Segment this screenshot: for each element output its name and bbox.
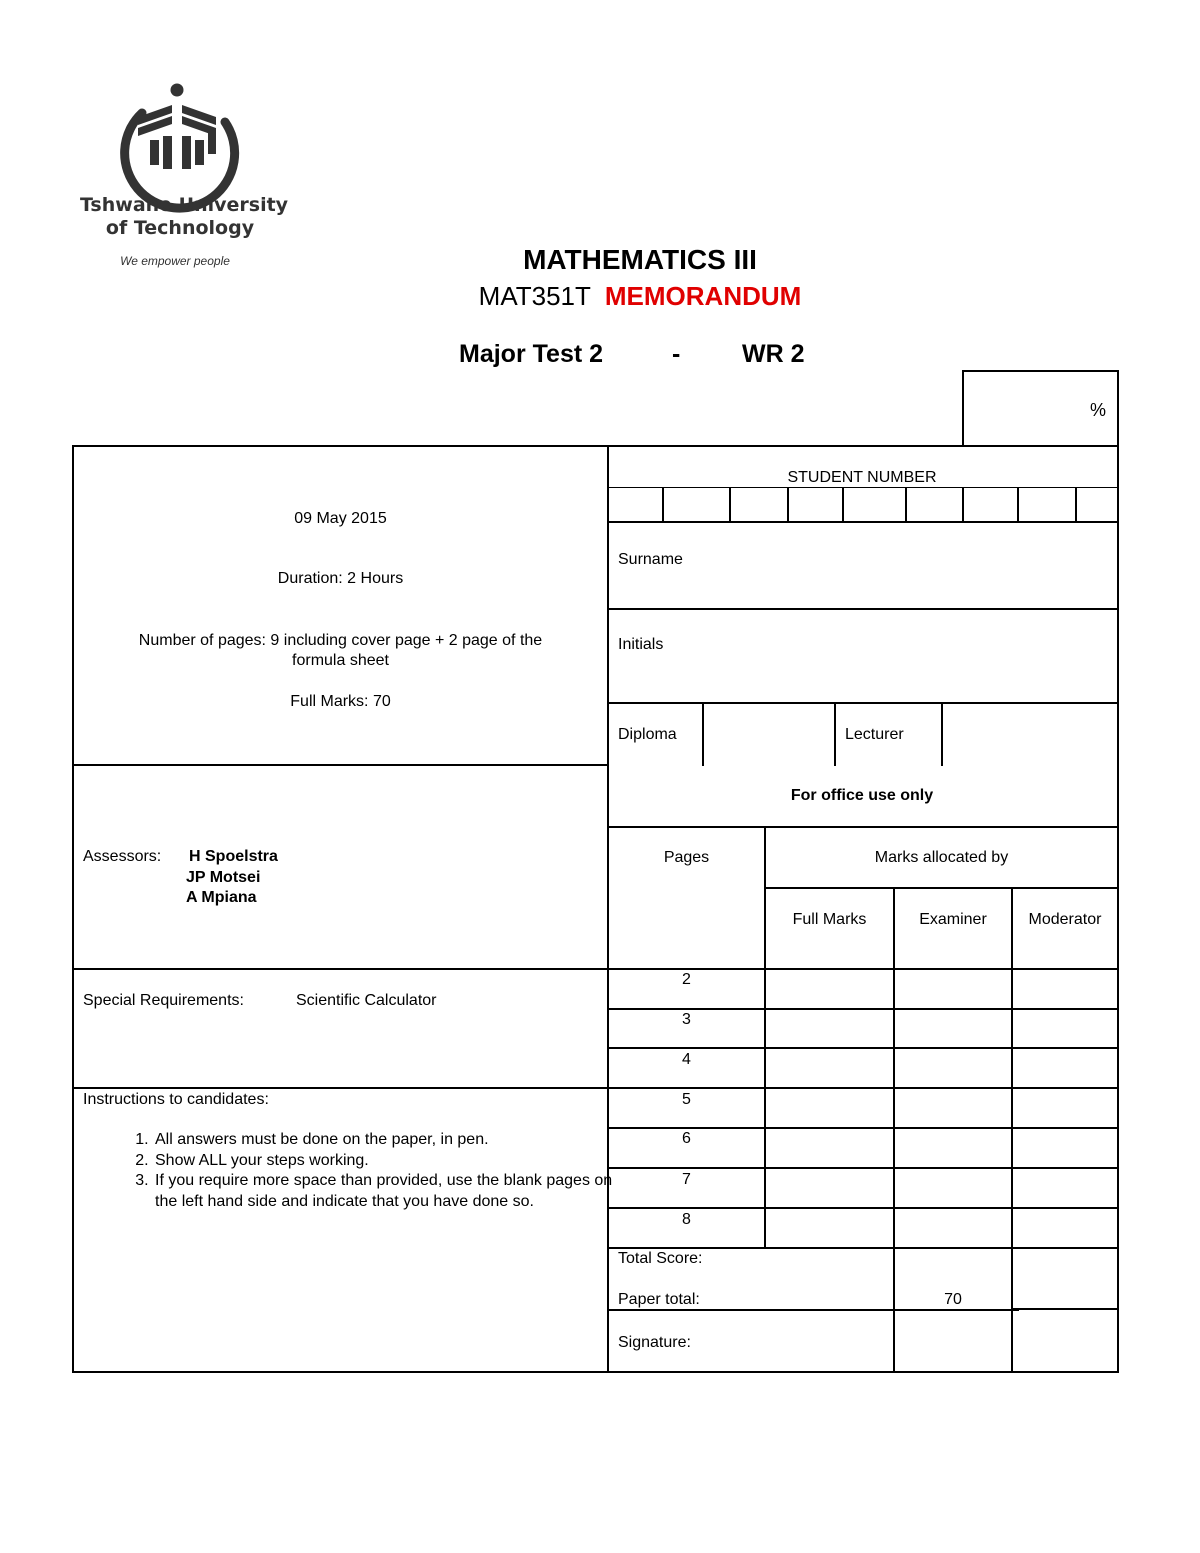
paper-total-value: 70 bbox=[944, 1291, 962, 1308]
initials-label: Initials bbox=[618, 636, 664, 653]
assessor-name: H Spoelstra bbox=[189, 848, 278, 865]
page-number: 2 bbox=[682, 971, 691, 988]
instruction-item: 2. Show ALL your steps working. bbox=[153, 1151, 633, 1172]
exam-pages-line1: Number of pages: 9 including cover page + 2 page of the bbox=[138, 632, 543, 649]
diploma-field[interactable] bbox=[705, 705, 833, 763]
student-number-label: STUDENT NUMBER bbox=[787, 469, 937, 486]
special-requirements-value: Scientific Calculator bbox=[296, 992, 437, 1009]
page-number: 3 bbox=[682, 1011, 691, 1028]
page-number: 7 bbox=[682, 1171, 691, 1188]
student-number-box-9[interactable] bbox=[1077, 489, 1117, 521]
test-wr: WR 2 bbox=[742, 340, 805, 368]
page-number: 6 bbox=[682, 1130, 691, 1147]
student-number-box-2[interactable] bbox=[664, 489, 729, 521]
student-number-box-6[interactable] bbox=[907, 489, 962, 521]
student-number-box-8[interactable] bbox=[1019, 489, 1075, 521]
pages-header: Pages bbox=[663, 849, 710, 866]
diploma-label: Diploma bbox=[618, 726, 677, 743]
instructions-list bbox=[116, 1130, 633, 1212]
page-number: 4 bbox=[682, 1051, 691, 1068]
page-number: 8 bbox=[682, 1211, 691, 1228]
test-dash: - bbox=[672, 340, 681, 368]
moderator-column: Moderator bbox=[1028, 911, 1102, 928]
lecturer-field[interactable] bbox=[944, 705, 1116, 763]
student-number-box-1[interactable] bbox=[609, 489, 662, 521]
subject-code-line bbox=[0, 281, 1200, 312]
marks-allocated-header: Marks allocated by bbox=[874, 849, 1009, 866]
student-number-box-4[interactable] bbox=[789, 489, 842, 521]
assessor-name: JP Motsei bbox=[186, 869, 261, 886]
surname-label: Surname bbox=[618, 551, 683, 568]
percent-symbol: % bbox=[1090, 400, 1107, 420]
logo-head bbox=[171, 84, 184, 97]
instructions-title: Instructions to candidates: bbox=[83, 1091, 269, 1108]
surname-field[interactable] bbox=[700, 525, 1115, 605]
lecturer-label: Lecturer bbox=[845, 726, 904, 743]
student-number-box-3[interactable] bbox=[731, 489, 787, 521]
initials-field[interactable] bbox=[700, 612, 1115, 700]
subject-code: MAT351T bbox=[478, 281, 591, 311]
exam-duration: Duration: 2 Hours bbox=[277, 570, 404, 587]
student-number-box-5[interactable] bbox=[844, 489, 905, 521]
exam-pages-line2: formula sheet bbox=[292, 652, 389, 669]
paper-total-label: Paper total: bbox=[618, 1291, 700, 1308]
special-requirements-label: Special Requirements: bbox=[83, 992, 244, 1009]
office-use-title: For office use only bbox=[790, 787, 934, 804]
university-name-line1: Tshwane University bbox=[80, 194, 289, 216]
signature-label: Signature: bbox=[618, 1334, 691, 1351]
university-tagline: We empower people bbox=[120, 254, 230, 268]
test-name: Major Test 2 bbox=[459, 340, 604, 368]
page-number: 5 bbox=[682, 1091, 691, 1108]
subject-title: MATHEMATICS III bbox=[523, 244, 757, 275]
examiner-column: Examiner bbox=[919, 911, 987, 928]
university-name-line2: of Technology bbox=[105, 217, 255, 239]
student-number-box-7[interactable] bbox=[964, 489, 1017, 521]
instruction-item: 1. All answers must be done on the paper, in pen. bbox=[153, 1130, 633, 1151]
instruction-item: 3. If you require more space than provided, use the blank pages on the left hand side and indicate that you have done so. bbox=[153, 1171, 633, 1212]
assessor-name: A Mpiana bbox=[186, 889, 257, 906]
assessors-label: Assessors: bbox=[83, 848, 162, 865]
exam-date: 09 May 2015 bbox=[294, 510, 387, 527]
full-marks-column: Full Marks bbox=[792, 911, 867, 928]
total-score-label: Total Score: bbox=[618, 1250, 703, 1267]
memorandum-label: MEMORANDUM bbox=[604, 281, 802, 311]
university-name bbox=[80, 194, 289, 240]
exam-full-marks: Full Marks: 70 bbox=[290, 693, 391, 710]
